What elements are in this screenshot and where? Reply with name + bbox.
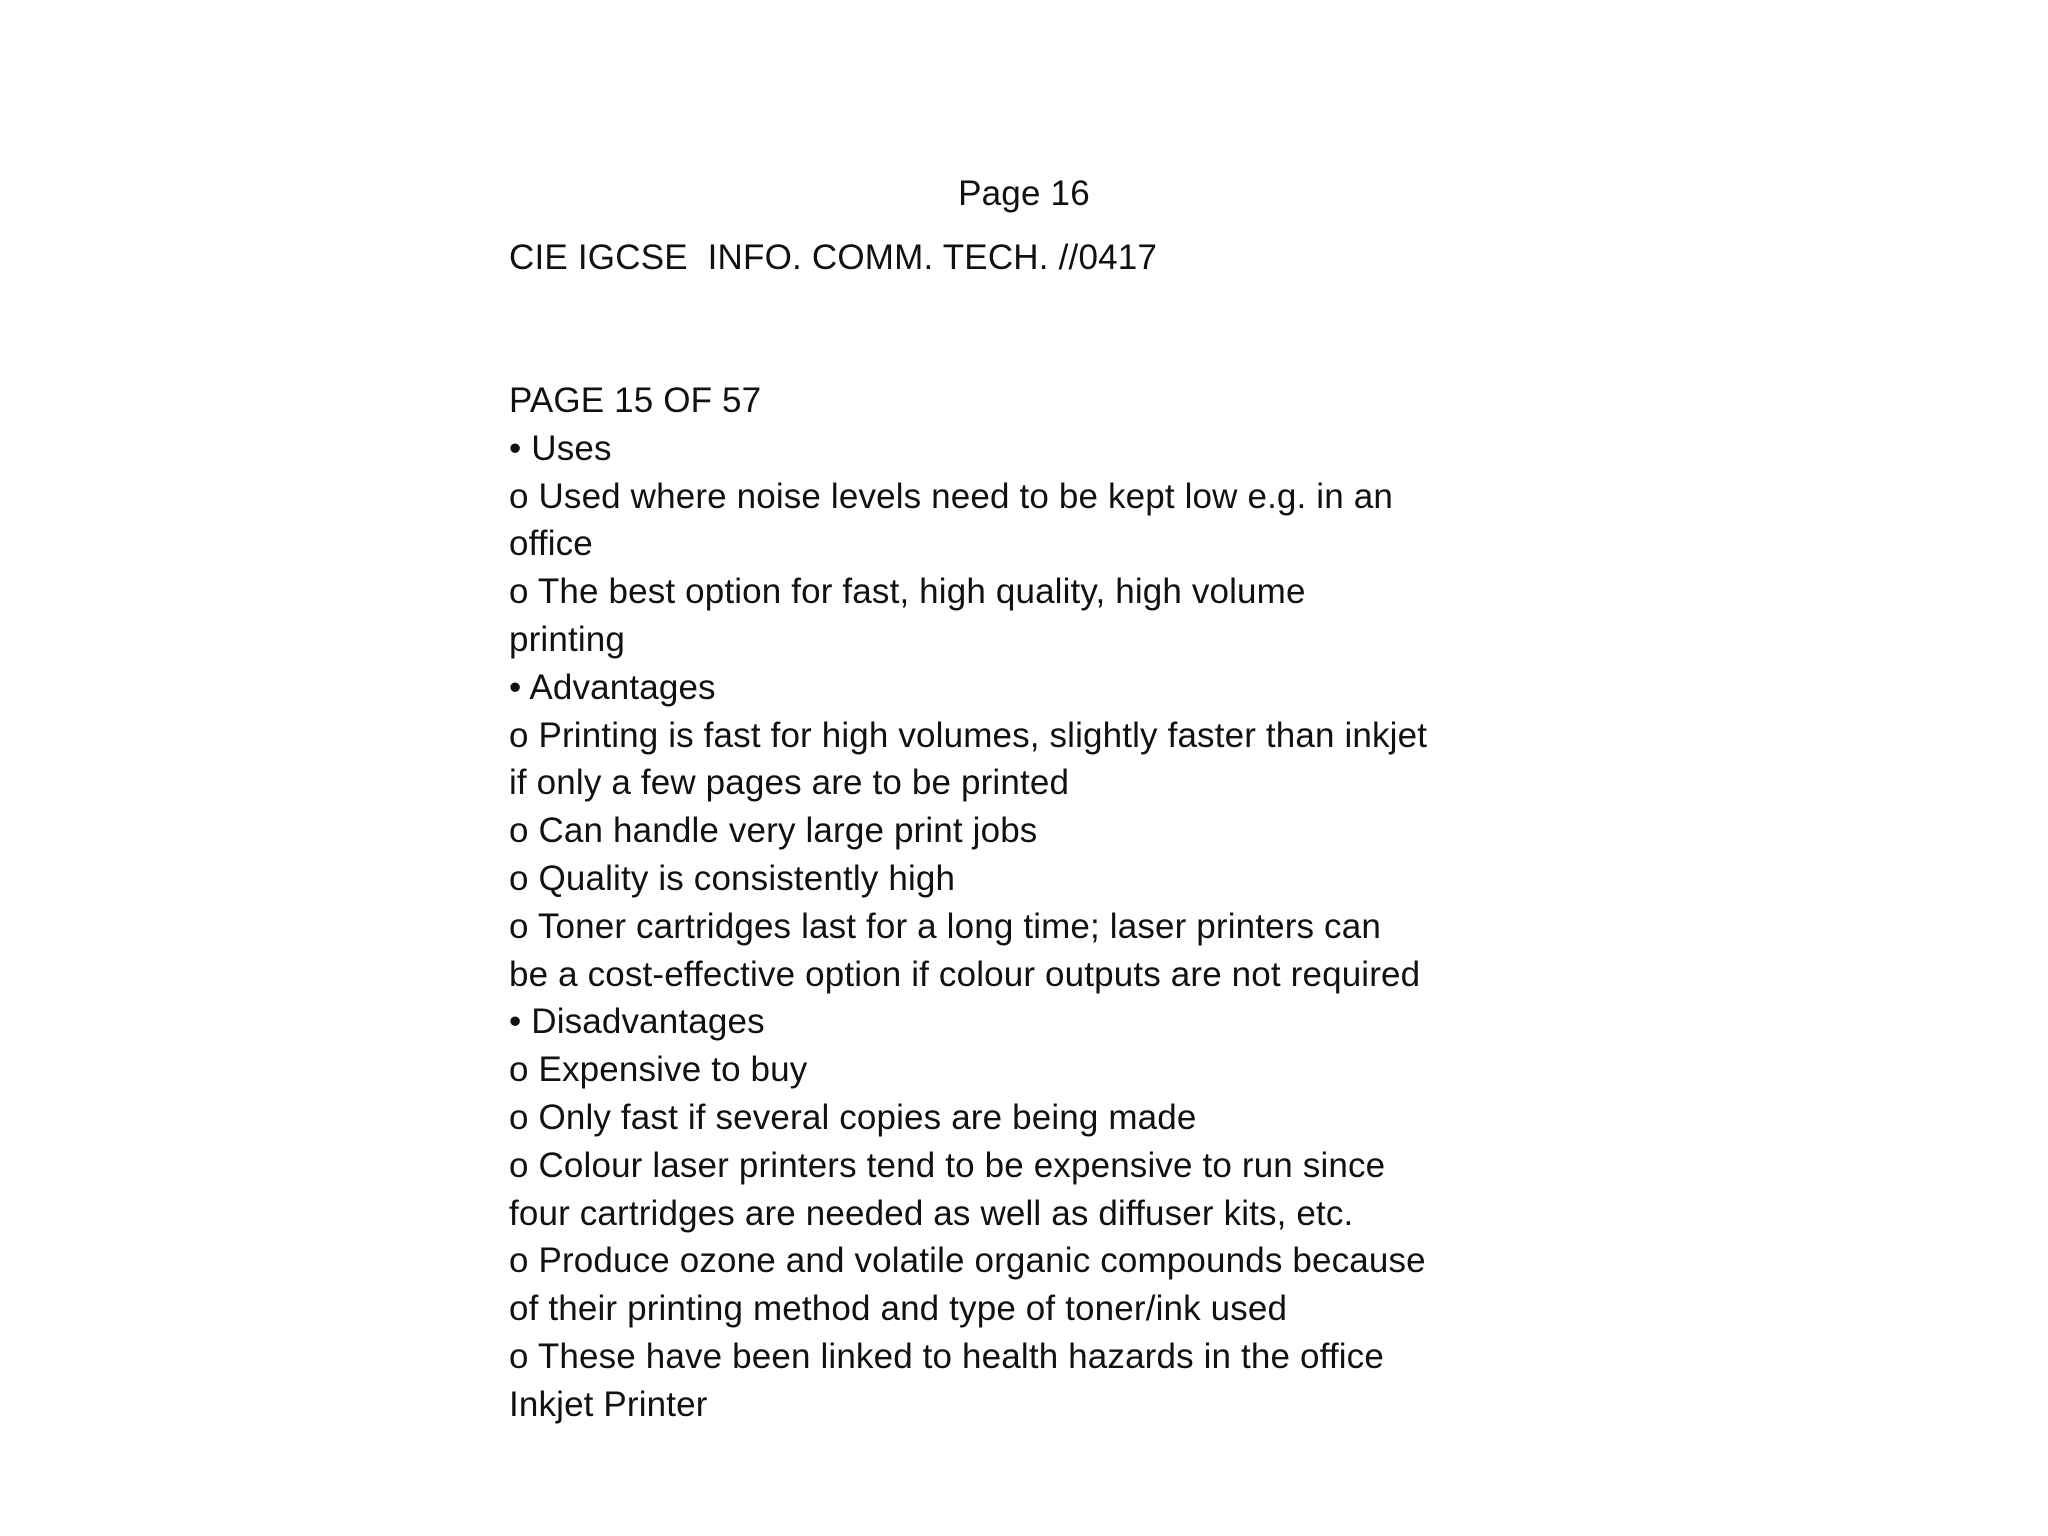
disadvantage-item-copies: o Only fast if several copies are being made: [509, 1097, 1197, 1137]
document-body: [509, 377, 1429, 1429]
document-header: CIE IGCSE INFO. COMM. TECH. //0417: [509, 238, 1158, 277]
uses-item-noise: o Used where noise levels need to be kept low e.g. in an office: [509, 476, 1393, 564]
page-number: Page 16: [958, 174, 1090, 213]
advantage-item-quality: o Quality is consistently high: [509, 858, 956, 898]
inkjet-heading: Inkjet Printer: [509, 1384, 708, 1424]
uses-heading: • Uses: [509, 428, 612, 468]
advantage-item-fast: o Printing is fast for high volumes, slightly faster than inkjet if only a few pages are to be printed: [509, 715, 1428, 803]
advantage-item-large-jobs: o Can handle very large print jobs: [509, 811, 1038, 851]
advantage-item-toner: o Toner cartridges last for a long time; laser printers can be a cost-effective option if colour outputs are not required: [509, 906, 1421, 994]
disadvantage-item-colour-cost: o Colour laser printers tend to be expensive to run since four cartridges are needed as well as diffuser kits, etc.: [509, 1145, 1386, 1233]
page-of-label: PAGE 15 OF 57: [509, 381, 762, 420]
disadvantage-item-health: o These have been linked to health hazards in the office: [509, 1336, 1384, 1376]
disadvantages-heading: • Disadvantages: [509, 1002, 765, 1042]
disadvantage-item-ozone: o Produce ozone and volatile organic compounds because of their printing method and type of toner/ink used: [509, 1241, 1426, 1329]
disadvantage-item-expensive: o Expensive to buy: [509, 1050, 808, 1090]
uses-item-fast-printing: o The best option for fast, high quality, high volume printing: [509, 572, 1306, 659]
advantages-heading: • Advantages: [509, 667, 716, 707]
